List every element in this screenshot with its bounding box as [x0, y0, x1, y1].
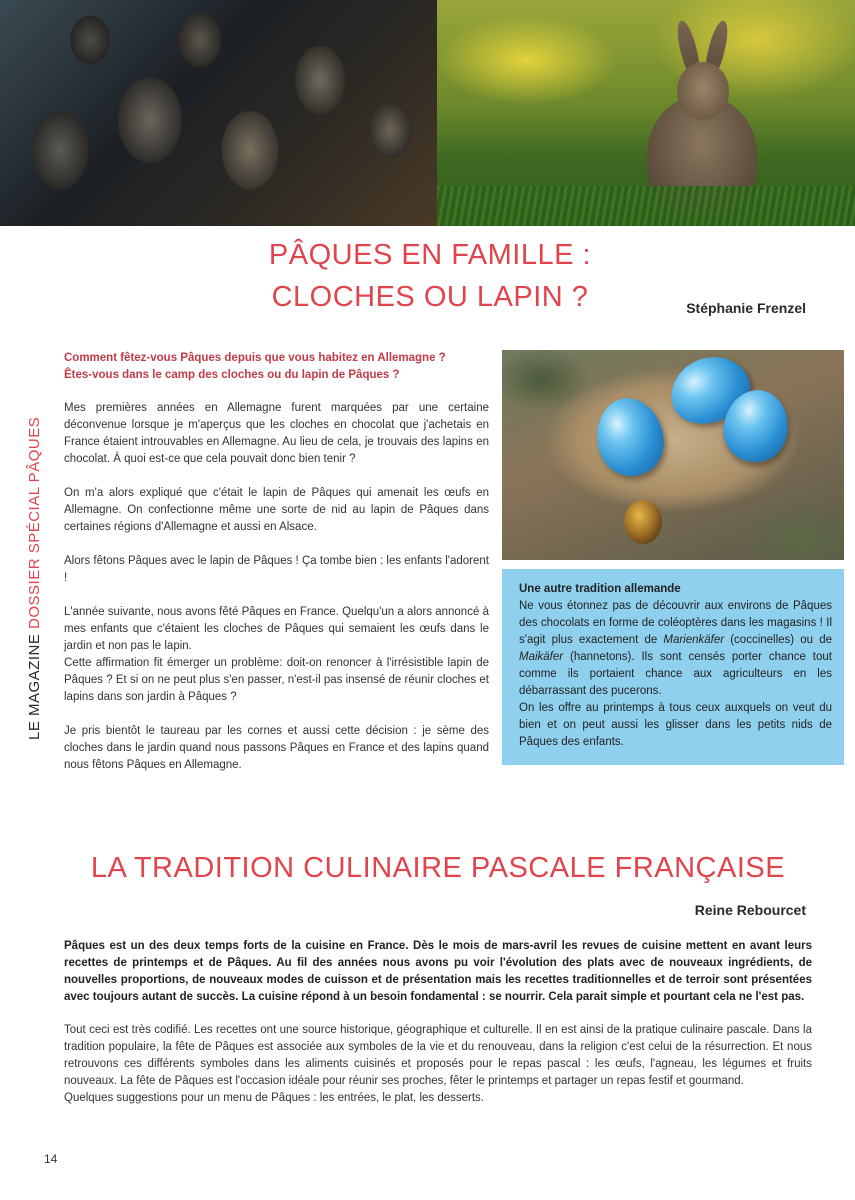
info-box-text-a: Ne vous étonnez pas de découvrir aux environs de Pâques des chocolats en forme de coléoptères dans les magasins ! Il s'agit plus exactement de: [519, 600, 832, 646]
info-box-text: [519, 598, 832, 700]
article2-body: [64, 1022, 812, 1107]
article1-paragraph: On m'a alors expliqué que c'était le lapin de Pâques qui amenait les œufs en Allemagne. On confectionne même une sorte de nid au lapin de Pâques dans certaines régions d'Allemagne et aussi en Alsace.: [64, 487, 489, 533]
rabbit-head: [677, 62, 729, 120]
article1-intro: [64, 350, 489, 384]
article1-author: Stéphanie Frenzel: [686, 300, 806, 316]
article2-paragraph: Tout ceci est très codifié. Les recettes ont une source historique, géographique et culturelle. Il en est ainsi de la pratique culinaire pascale. Dans la tradition populaire, la fête de Pâques est associée aux symboles de la vie et du renouveau, dans la religion c'est celui de la résurrection. Et nous retrouvons ces différents symboles dans les aliments cuisinés et proposés pour le repas pascal : les œufs, l'agneau, les légumes et fruits nouveaux. La fête de Pâques est l'occasion idéale pour réunir ses proches, fêter le printemps et partager un repas festif et gourmand.: [64, 1024, 812, 1087]
blue-eggs-photo: [502, 350, 844, 560]
rabbit-photo: [437, 0, 855, 226]
info-box-text-c: (hannetons). Ils sont censés porter chance tout comme ils portaient chance aux agriculteurs en les débarrassant des pucerons.: [519, 651, 832, 697]
blue-egg: [590, 392, 671, 482]
info-box-text-d: On les offre au printemps à tous ceux auxquels on veut du bien et on peut aussi les glisser dans les petits nids de Pâques des enfants.: [519, 702, 832, 748]
article1-paragraph: L'année suivante, nous avons fêté Pâques en France. Quelqu'un a alors annoncé à mes enfants que c'étaient les cloches de Pâques qui semaient les œufs dans le jardin et non pas le lapin.: [64, 606, 489, 652]
intro-line2: Êtes-vous dans le camp des cloches ou du lapin de Pâques ?: [64, 369, 400, 381]
article2-paragraph-last: Quelques suggestions pour un menu de Pâques : les entrées, le plat, les desserts.: [64, 1092, 485, 1104]
article1-paragraph: Mes premières années en Allemagne furent marquées par une certaine déconvenue lorsque je m'aperçus que les cloches en chocolat que j'achetais en France étaient introuvables en Allemagne. Au lieu de cela, je trouvais des lapins en chocolat. À quoi est-ce que cela pouvait donc bien tenir ?: [64, 402, 489, 465]
article1-title: [200, 234, 660, 318]
info-box-term-maikafer: Maikäfer: [519, 651, 564, 663]
info-box-term-marienkafer: Marienkäfer: [663, 634, 725, 646]
info-box-title: Une autre tradition allemande: [519, 583, 681, 595]
bells-photo: [0, 0, 437, 226]
page-number: 14: [44, 1152, 58, 1166]
article2-lead: Pâques est un des deux temps forts de la cuisine en France. Dès le mois de mars-avril les revues de cuisine mettent en avant leurs recettes de printemps et de Pâques. Au fil des années nous avons pu voir l'évolution des plats avec de nouveaux ingrédients, de nouvelles proportions, de nouveaux modes de cuisson et de présentation mais les recettes traditionnelles et de terroir sont présentées avec toujours autant de succès. La cuisine répond à un besoin fondamental : se nourrir. Cela parait simple et pourtant cela ne l'est pas.: [64, 940, 812, 1003]
section-side-label: [26, 416, 43, 740]
info-box-text-b: (coccinelles) ou de: [724, 634, 832, 646]
article1-body: [64, 400, 489, 791]
grass: [437, 186, 855, 226]
chocolate-beetle: [624, 500, 662, 544]
article1-title-line2: CLOCHES OU LAPIN ?: [271, 281, 589, 313]
article1-paragraph: Je pris bientôt le taureau par les cornes et aussi cette décision : je sème des cloches dans le jardin quand nous passons Pâques en France et des lapins quand nous fêtons Pâques en Allemagne.: [64, 725, 489, 771]
side-label-magazine: LE MAGAZINE: [26, 628, 43, 740]
article1-paragraph: Cette affirmation fit émerger un problème: doit-on renoncer à l'irrésistible lapin de Pâques ? Et si on ne peut plus s'en passer, n'est-il pas insensé de réunir cloches et lapins dans son jardin à Pâques ?: [64, 657, 489, 703]
article2-title: LA TRADITION CULINAIRE PASCALE FRANÇAISE: [90, 852, 786, 884]
intro-line1: Comment fêtez-vous Pâques depuis que vous habitez en Allemagne ?: [64, 352, 446, 364]
article1-title-line1: PÂQUES EN FAMILLE :: [268, 239, 592, 271]
side-label-dossier: DOSSIER SPÉCIAL PÂQUES: [26, 416, 43, 629]
article1-paragraph: Alors fêtons Pâques avec le lapin de Pâques ! Ça tombe bien : les enfants l'adorent !: [64, 555, 489, 584]
article2-author: Reine Rebourcet: [694, 902, 806, 918]
info-box: [502, 569, 844, 765]
